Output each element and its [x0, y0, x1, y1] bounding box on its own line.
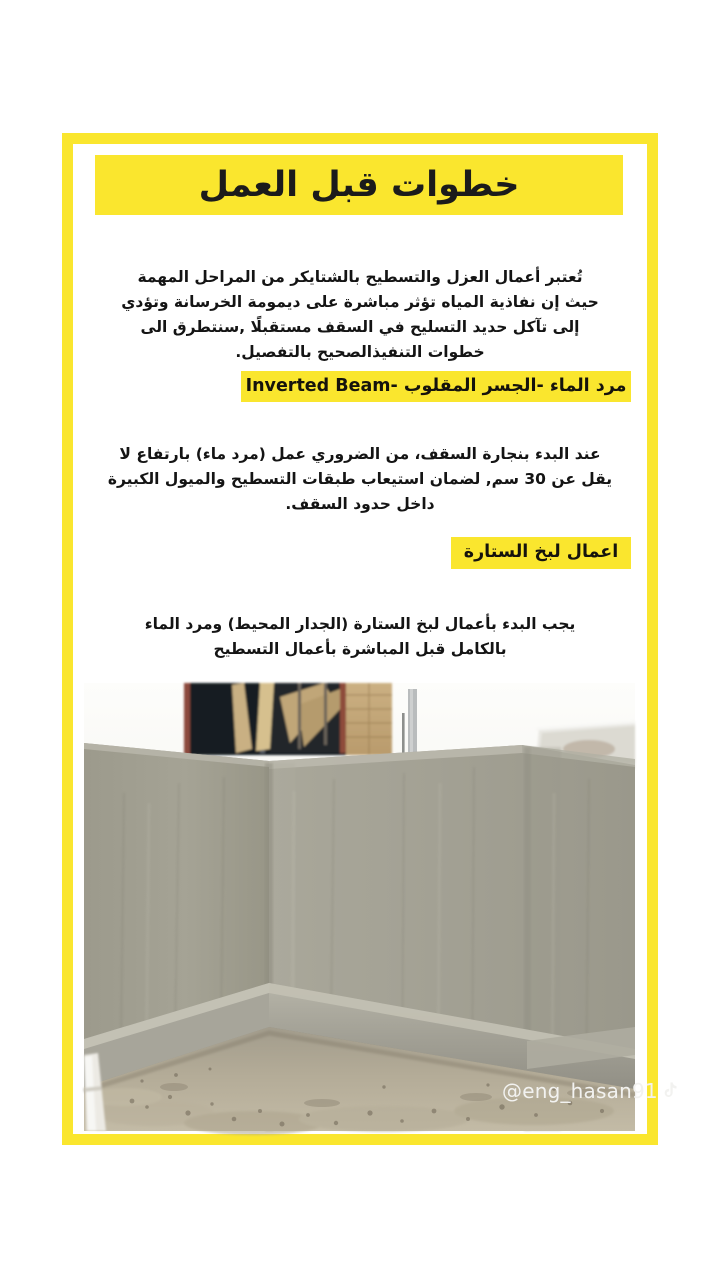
section-heading-label: مرد الماء -الجسر المقلوب -Inverted Beam	[245, 375, 627, 396]
section-body-inverted-beam: عند البدء بنجارة السقف، من الضروري عمل (مرد ماء) بارتفاع لا يقل عن 30 سم, لضمان استيعاب طبقات التسطيح والميول الكبيرة داخل حدود السقف.	[107, 444, 613, 513]
construction-photo	[84, 683, 658, 1131]
poster-frame-inner	[73, 144, 658, 1134]
section-heading-curtain-plaster	[451, 537, 631, 569]
tiktok-handle: @eng_hasan91	[502, 1079, 658, 1103]
poster-frame	[62, 133, 658, 1145]
section-body-curtain-plaster: يجب البدء بأعمال لبخ الستارة (الجدار المحيط) ومرد الماء بالكامل قبل المباشرة بأعمال التسطيح	[144, 614, 576, 658]
section-heading-label: اعمال لبخ الستارة	[463, 542, 619, 563]
poster-title-bar	[95, 155, 623, 215]
tiktok-note-icon	[662, 1082, 679, 1101]
section-heading-inverted-beam	[241, 371, 631, 402]
construction-photo-graphic	[84, 683, 635, 1131]
intro-paragraph: تُعتبر أعمال العزل والتسطيح بالشتايكر من المراحل المهمة حيث إن نفاذية المياه تؤثر مباشرة على ديمومة الخرسانة وتؤدي إلى تآكل حديد التسليح في السقف مستقبلًا ,سنتطرق الى خطوات التنفيذالصحيح بالتفصيل.	[121, 267, 599, 361]
page-title: خطوات قبل العمل	[198, 164, 520, 205]
